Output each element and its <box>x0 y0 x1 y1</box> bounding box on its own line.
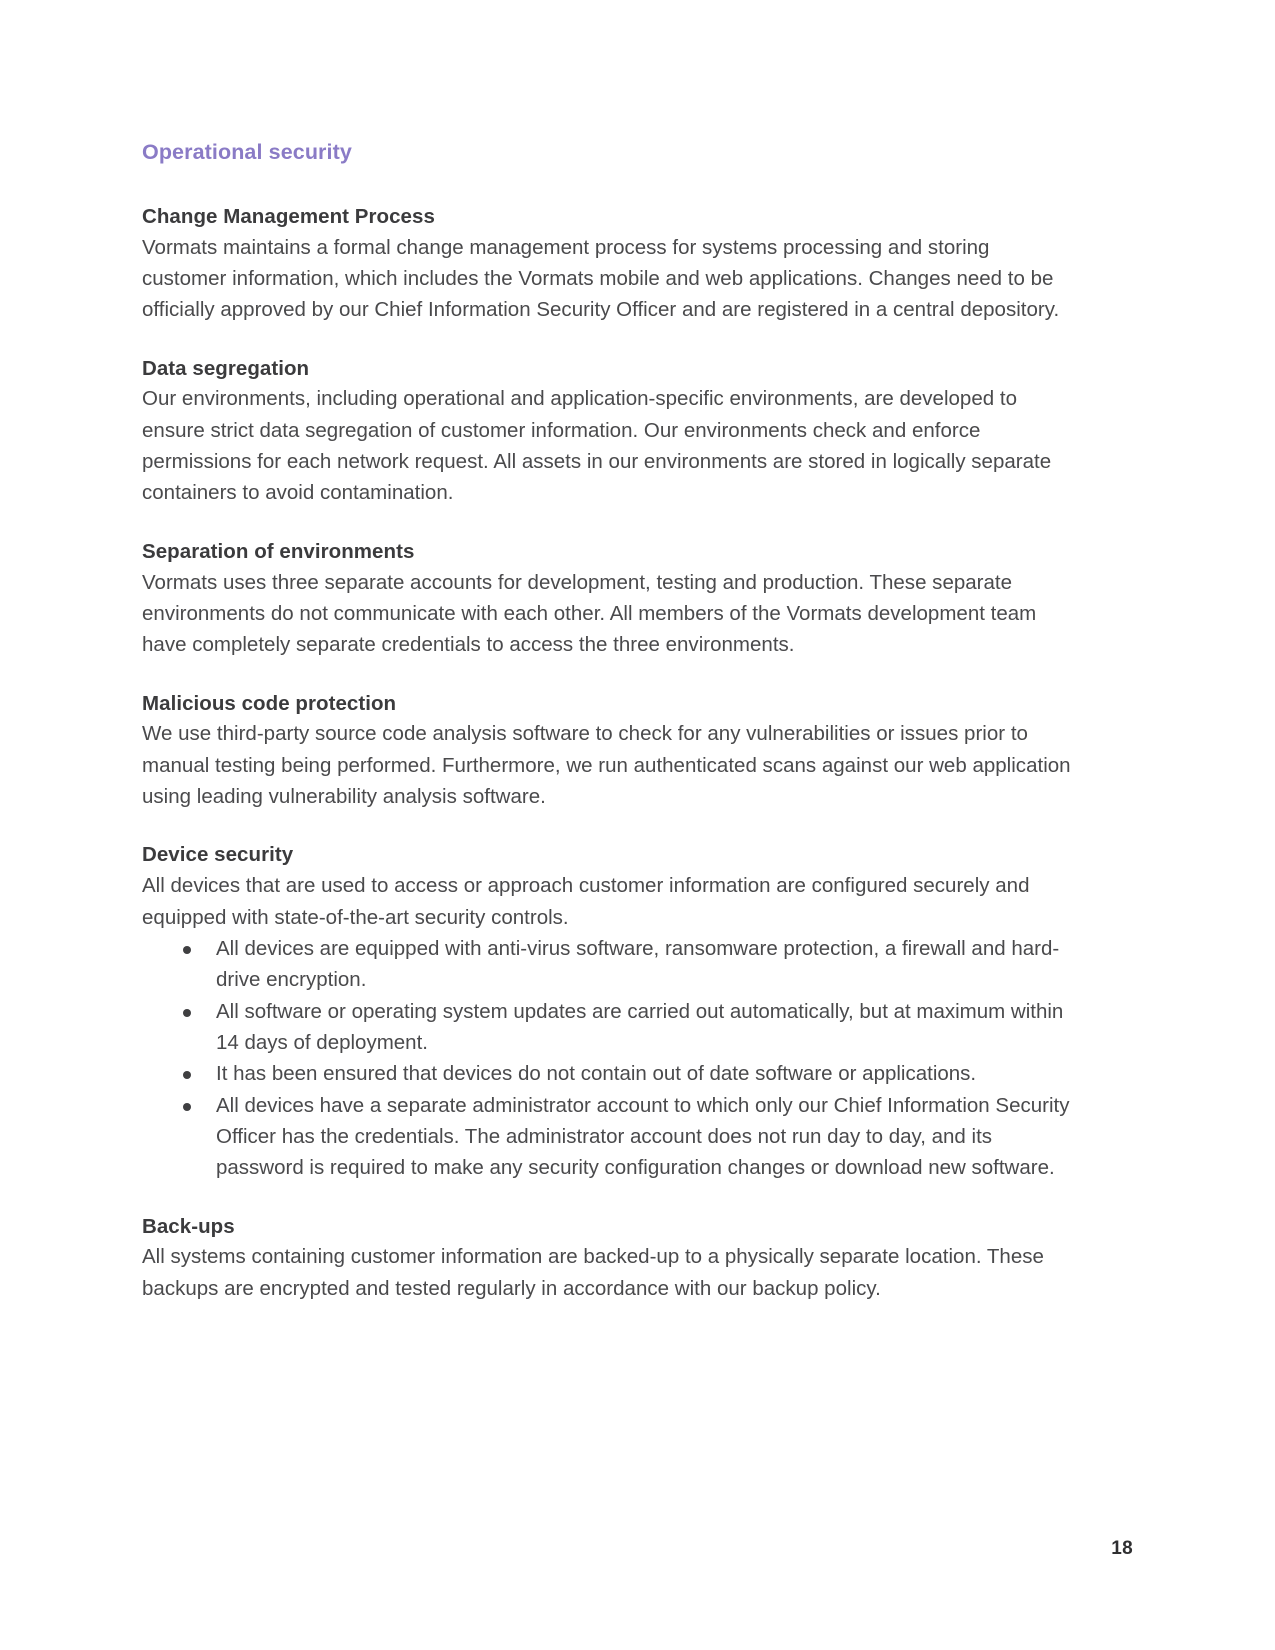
list-item <box>142 1058 1077 1089</box>
section-heading: Data segregation <box>142 356 310 380</box>
section-paragraph: All devices that are used to access or approach customer information are configured securely and equipped with state-of-the-art security controls. <box>142 874 1030 929</box>
section-paragraph: Vormats maintains a formal change management process for systems processing and storing customer information, which includes the Vormats mobile and web applications. Changes need to be officially approved by our Chief Information Security Officer and are registered in a central depository. <box>142 235 1060 322</box>
page-title: Operational security <box>142 140 352 164</box>
section-paragraph: We use third-party source code analysis software to check for any vulnerabilities or issues prior to manual testing being performed. Furthermore, we run authenticated scans against our web application using leading vulnerability analysis software. <box>142 722 1071 809</box>
list-item-text: All devices are equipped with anti-virus software, ransomware protection, a firewall and hard-drive encryption. <box>216 936 1060 992</box>
list-item <box>142 933 1077 996</box>
section-heading: Malicious code protection <box>142 691 397 715</box>
bullet-dot-icon <box>183 1009 191 1017</box>
document-body <box>142 139 1077 1304</box>
section-paragraph: Vormats uses three separate accounts for development, testing and production. These separate environments do not communicate with each other. All members of the Vormats development team have completely separate credentials to access the three environments. <box>142 570 1037 657</box>
section-paragraph: All systems containing customer information are backed-up to a physically separate location. These backups are encrypted and tested regularly in accordance with our backup policy. <box>142 1245 1044 1300</box>
bullet-dot-icon <box>183 1103 191 1111</box>
section-heading: Change Management Process <box>142 204 435 228</box>
bullet-dot-icon <box>183 1071 191 1079</box>
section-paragraph: Our environments, including operational and application-specific environments, are developed to ensure strict data segregation of customer information. Our environments check and enforce permissions for each network request. All assets in our environments are stored in logically separate containers to avoid contamination. <box>142 387 1052 505</box>
list-item-text: All software or operating system updates are carried out automatically, but at maximum within 14 days of deployment. <box>216 999 1064 1054</box>
section-data-segregation <box>142 354 1077 509</box>
section-heading: Device security <box>142 843 294 867</box>
section-heading: Separation of environments <box>142 539 415 563</box>
list-item <box>142 1090 1077 1184</box>
section-change-management-process <box>142 202 1077 326</box>
section-back-ups <box>142 1212 1077 1304</box>
list-item-text: It has been ensured that devices do not contain out of date software or applications. <box>216 1062 977 1086</box>
page-number: 18 <box>1111 1538 1133 1559</box>
bullet-dot-icon <box>183 946 191 954</box>
device-security-bullet-list <box>142 933 1077 1184</box>
section-heading: Back-ups <box>142 1214 235 1238</box>
section-device-security <box>142 840 1077 1183</box>
list-item-text: All devices have a separate administrator account to which only our Chief Information Security Officer has the credentials. The administrator account does not run day to day, and its password is required to make any security configuration changes or download new software. <box>216 1093 1070 1180</box>
section-separation-of-environments <box>142 537 1077 661</box>
list-item <box>142 996 1077 1059</box>
section-malicious-code-protection <box>142 689 1077 813</box>
